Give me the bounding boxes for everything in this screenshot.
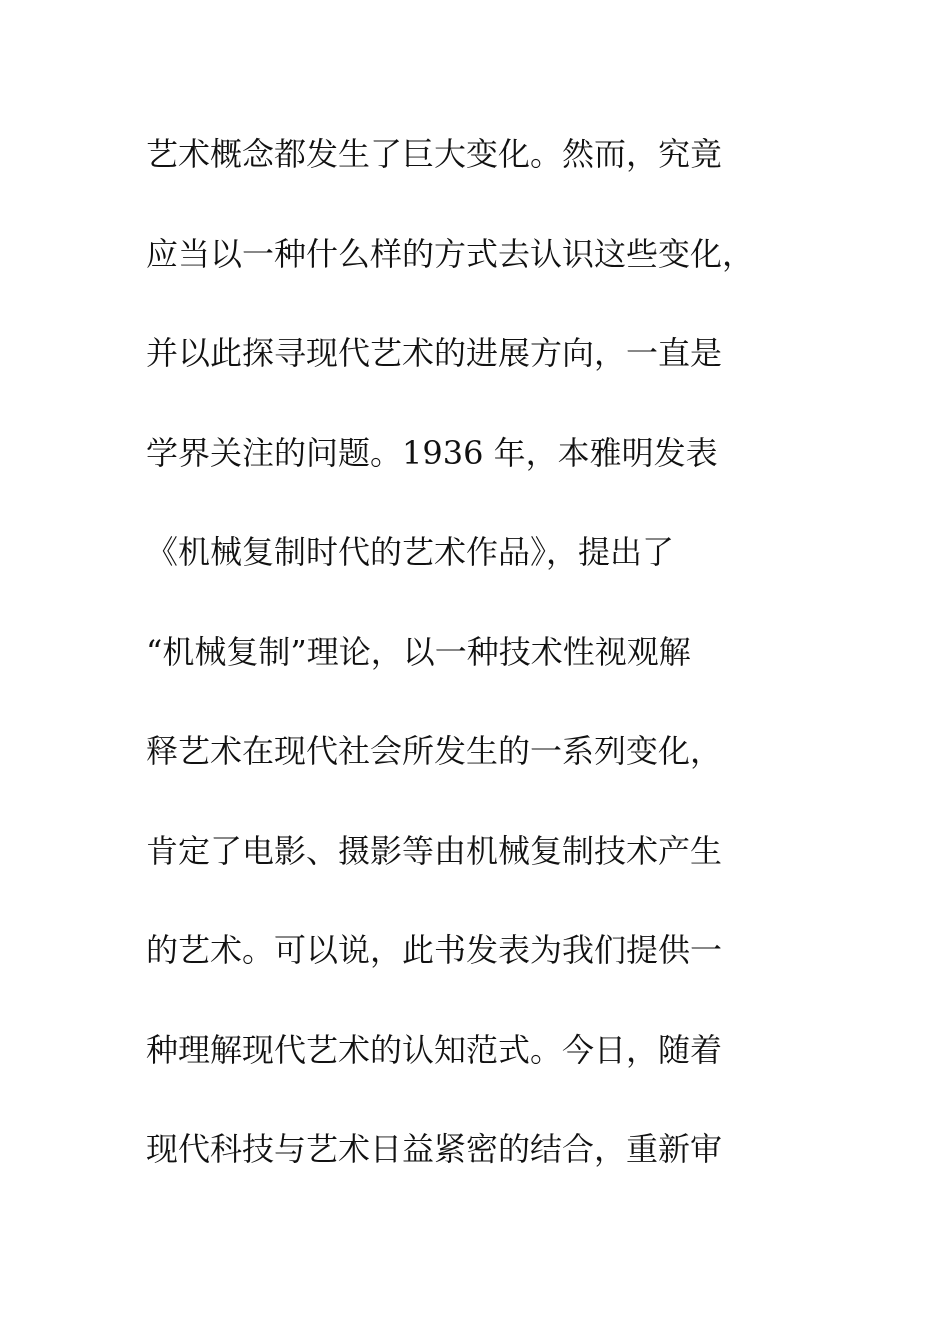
text-line: 肯定了电影、摄影等由机械复制技术产生 (146, 831, 723, 870)
text-line: 并以此探寻现代艺术的进展方向，一直是 (146, 334, 723, 372)
text-line: 现代科技与艺术日益紧密的结合，重新审 (146, 1130, 723, 1168)
text-line: 艺术概念都发生了巨大变化。然而，究竟 (146, 135, 723, 173)
text-line: 《机械复制时代的艺术作品》，提出了 (146, 533, 675, 571)
text-line: 的艺术。可以说，此书发表为我们提供一 (146, 931, 723, 969)
text-line: 释艺术在现代社会所发生的一系列变化， (146, 732, 723, 770)
text-line: 种理解现代艺术的认知范式。今日，随着 (146, 1030, 723, 1069)
text-line: “机械复制”理论，以一种技术性视观解 (146, 632, 691, 671)
body-text (146, 128, 836, 1223)
text-line: 应当以一种什么样的方式去认识这些变化， (146, 234, 755, 273)
text-line: 学界关注的问题。1936 年，本雅明发表 (146, 433, 718, 472)
